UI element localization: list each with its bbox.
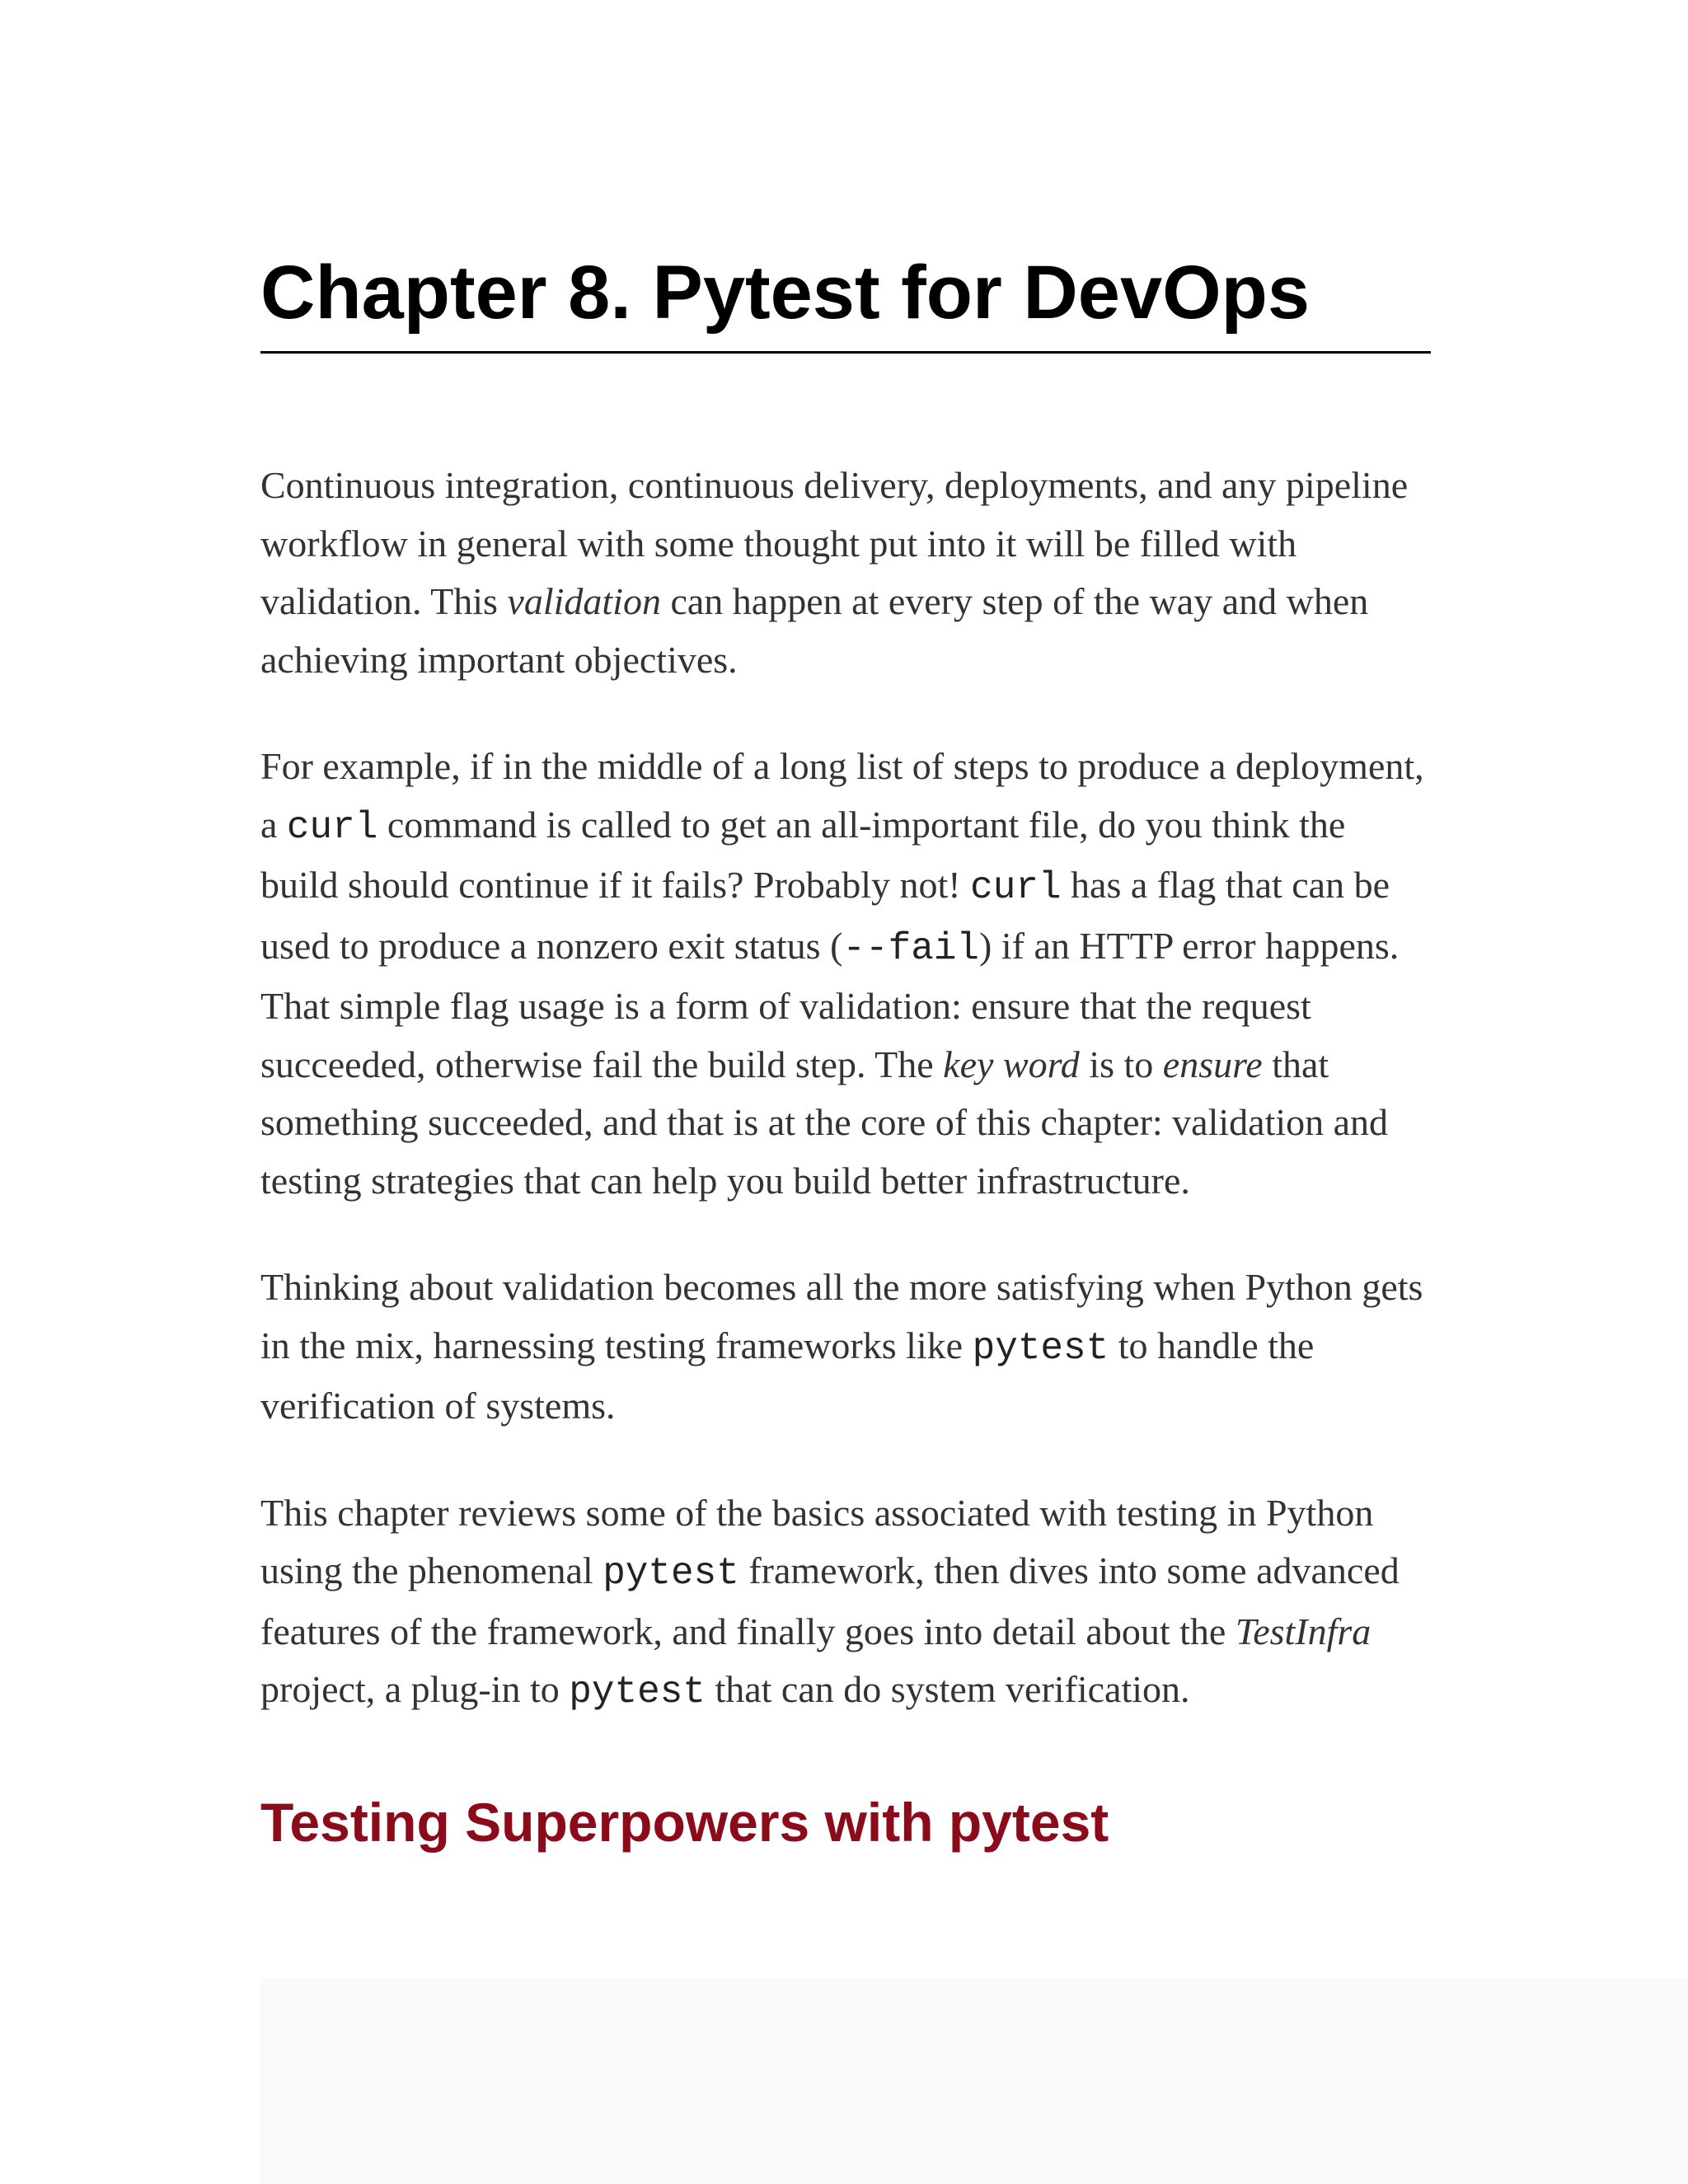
emphasis-validation: validation — [507, 580, 661, 622]
text-span: Thinking about validation becomes all the more satisfying when Python gets in the mix, harnessing testing frameworks like — [260, 1266, 1423, 1366]
emphasis-key-word: key word — [943, 1043, 1080, 1085]
text-span: that something succeeded, and that is at the core of this chapter: validation and testing strategies that can help you build better infrastructure. — [260, 1043, 1389, 1202]
code-pytest: pytest — [569, 1671, 706, 1713]
code-pytest: pytest — [603, 1552, 739, 1595]
text-span: project, a plug-in to — [260, 1668, 570, 1710]
text-span: that can do system verification. — [705, 1668, 1190, 1710]
page-bottom-shade — [260, 1978, 1688, 2184]
paragraph-chapter-overview — [260, 1484, 1431, 1722]
code-curl: curl — [286, 805, 378, 849]
section-heading: Testing Superpowers with pytest — [260, 1791, 1109, 1853]
text-span: can happen at every step of the way and when achieving important objectives. — [260, 580, 1369, 681]
emphasis-ensure: ensure — [1162, 1043, 1263, 1085]
text-span: is to — [1079, 1043, 1163, 1085]
text-span: has a flag that can be used to produce a nonzero exit status ( — [260, 864, 1390, 967]
paragraph-python-validation — [260, 1258, 1431, 1436]
text-span: to handle the verification of systems. — [260, 1324, 1315, 1427]
paragraph-curl-example — [260, 738, 1431, 1210]
paragraph-intro — [260, 457, 1431, 689]
emphasis-testinfra: TestInfra — [1235, 1610, 1372, 1652]
page-content — [260, 247, 1431, 1855]
text-span: framework, then dives into some advanced features of the framework, and finally goes into detail about the — [260, 1549, 1400, 1652]
code-curl: curl — [970, 866, 1062, 909]
text-span: Continuous integration, continuous delivery, deployments, and any pipeline workflow in general with some thought put into it will be filled with validation. This — [260, 464, 1409, 622]
code-pytest: pytest — [972, 1326, 1109, 1370]
text-span: This chapter reviews some of the basics associated with testing in Python using the phenomenal — [260, 1491, 1374, 1591]
code-fail-flag: --fail — [842, 926, 980, 970]
text-span: ) if an HTTP error happens. That simple flag usage is a form of validation: ensure that the request succeeded, otherwise fail the build step. The — [260, 924, 1400, 1085]
text-span: command is called to get an all-important file, do you think the build should continue if it fails? Probably not! — [260, 803, 1346, 906]
chapter-title: Chapter 8. Pytest for DevOps — [260, 247, 1431, 354]
text-span: For example, if in the middle of a long list of steps to produce a deployment, a — [260, 745, 1424, 846]
